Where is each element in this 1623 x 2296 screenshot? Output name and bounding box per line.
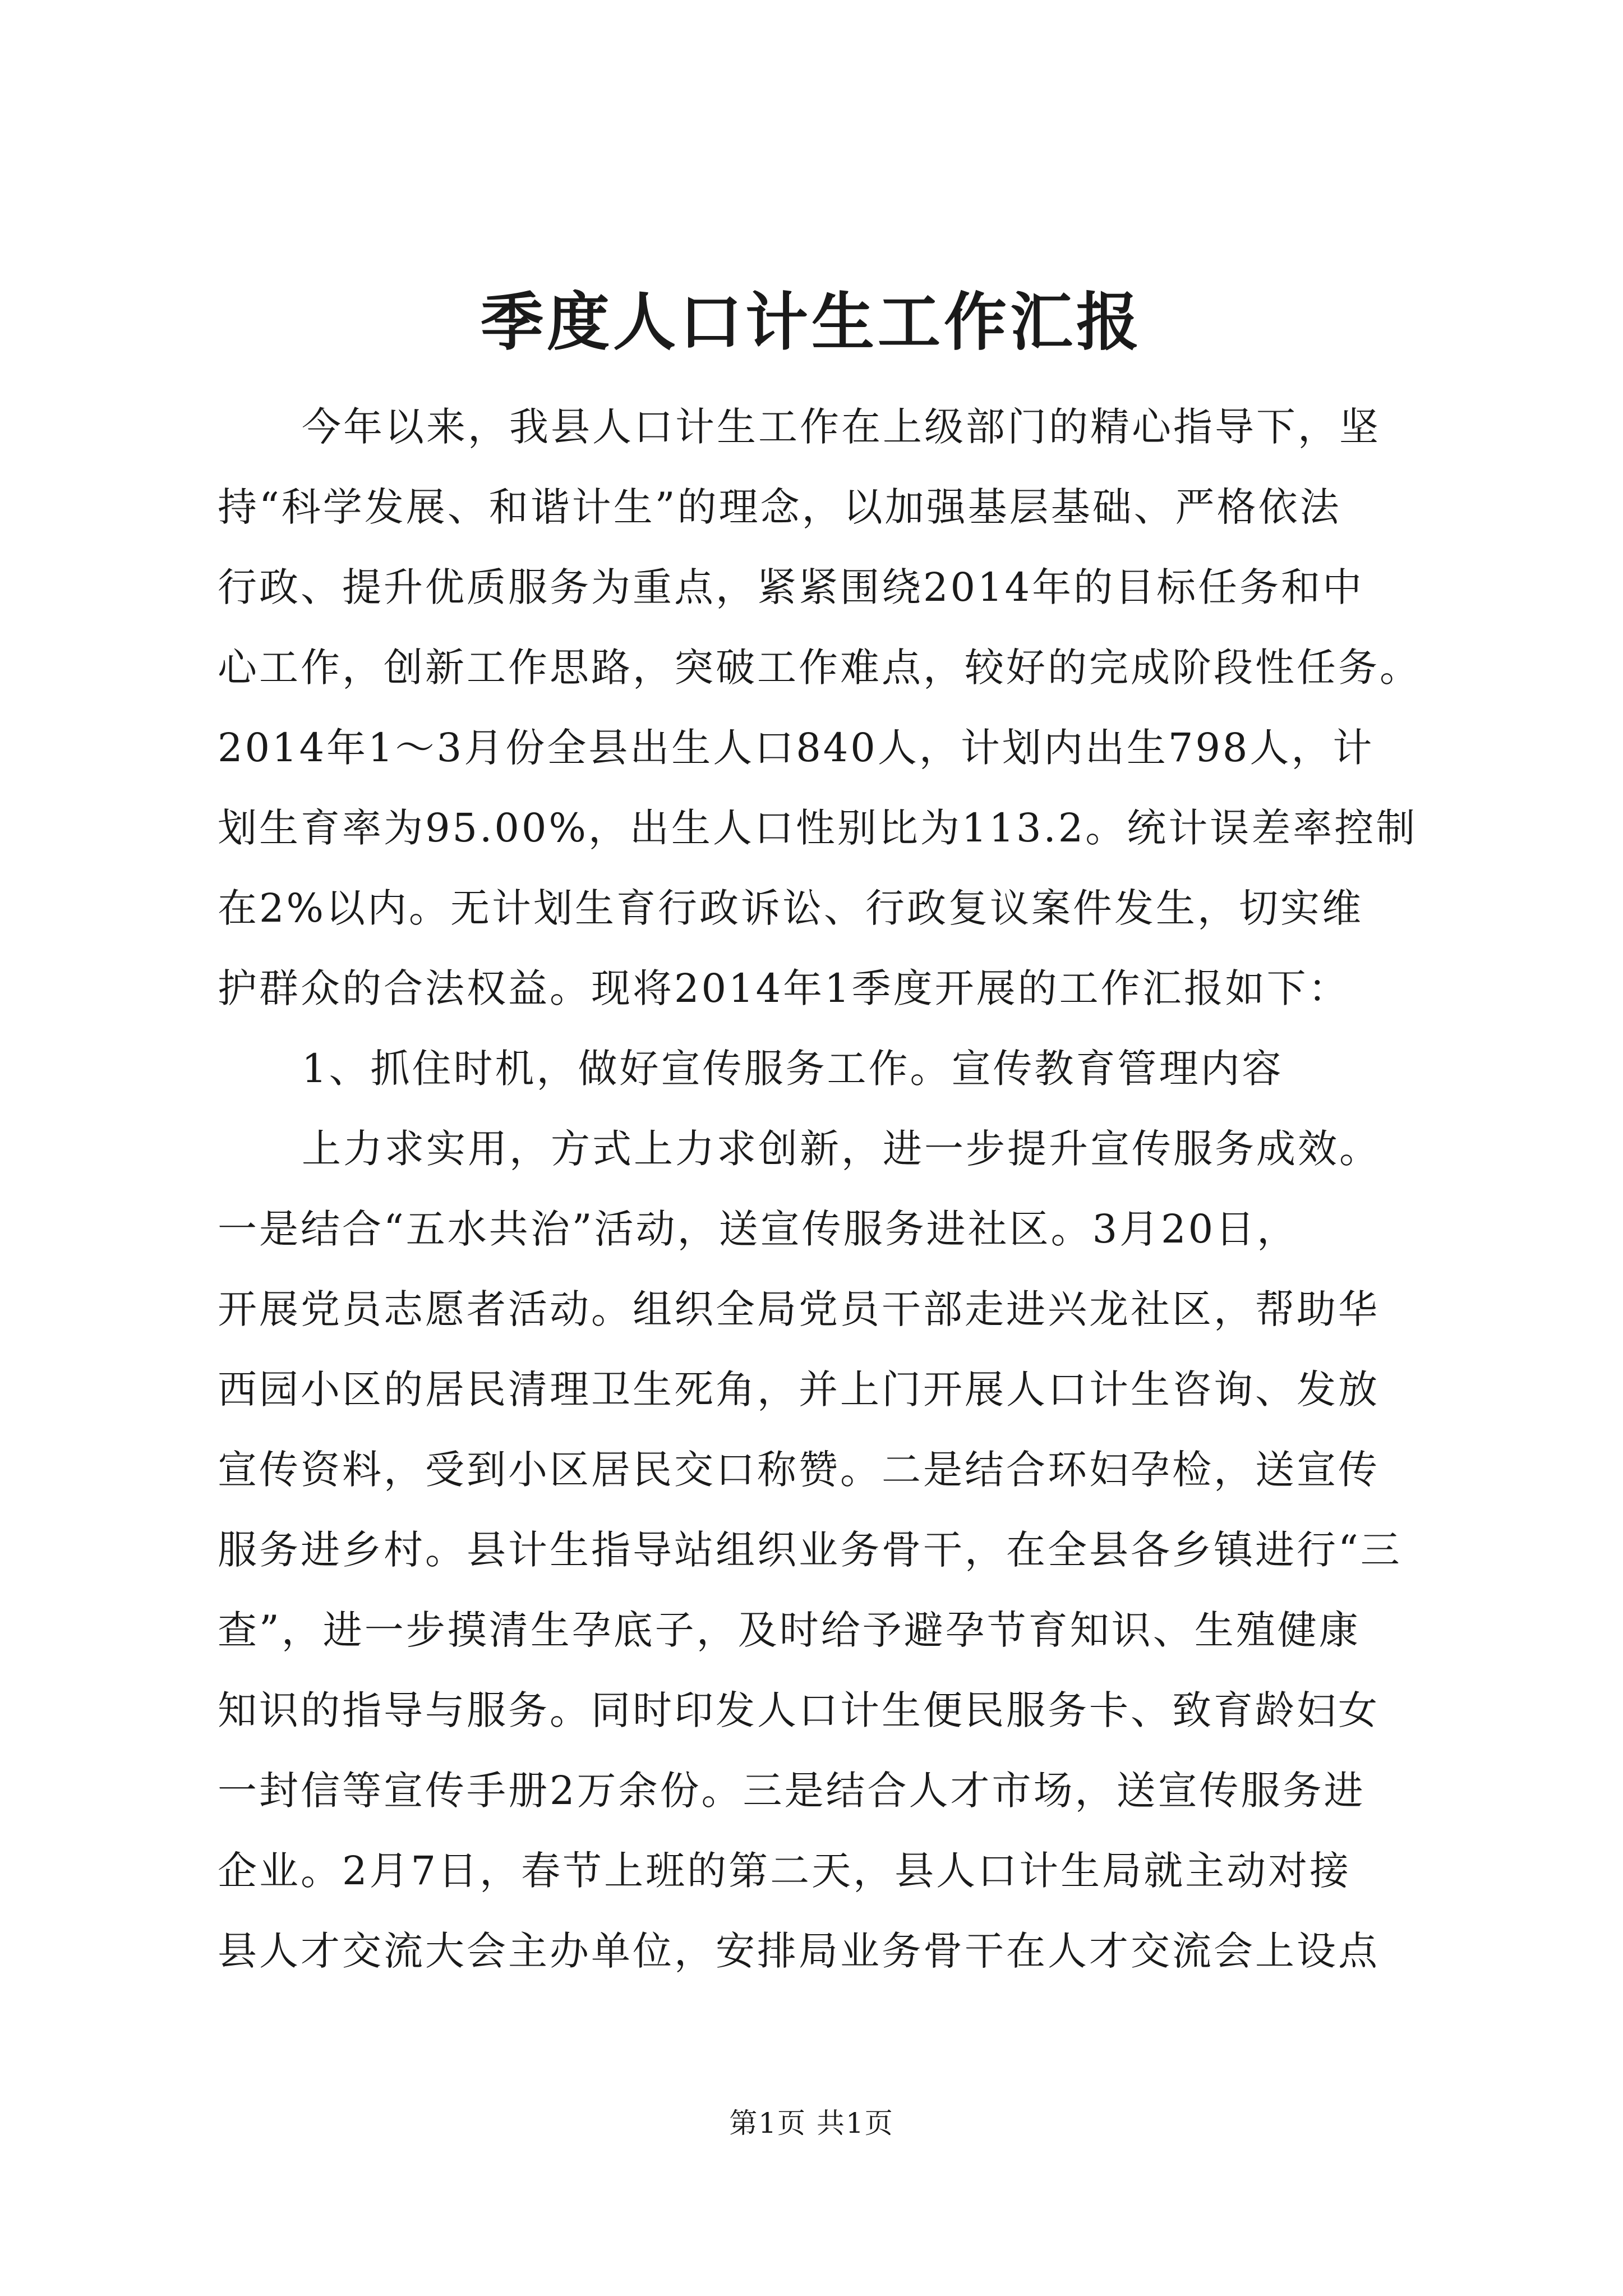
paragraph-line: 行政、提升优质服务为重点，紧紧围绕2014年的目标任务和中 [218, 564, 1364, 610]
page-footer: 第1页 共1页 [729, 2107, 894, 2139]
paragraph-line: 2014年1～3月份全县出生人口840人，计划内出生798人，计 [218, 725, 1375, 771]
paragraph-line: 企业。2月7日，春节上班的第二天，县人口计生局就主动对接 [218, 1848, 1352, 1894]
paragraph-line: 上力求实用，方式上力求创新，进一步提升宣传服务成效。 [302, 1126, 1381, 1172]
document-title: 季度人口计生工作汇报 [481, 286, 1142, 359]
paragraph-line: 护群众的合法权益。现将2014年1季度开展的工作汇报如下： [218, 965, 1350, 1011]
paragraph-line: 一封信等宣传手册2万余份。三是结合人才市场，送宣传服务进 [218, 1768, 1366, 1814]
paragraph-line: 今年以来，我县人口计生工作在上级部门的精心指导下，坚 [302, 404, 1381, 450]
paragraph-line: 在2%以内。无计划生育行政诉讼、行政复议案件发生，切实维 [218, 885, 1364, 931]
paragraph-line: 心工作，创新工作思路，突破工作难点，较好的完成阶段性任务。 [218, 645, 1421, 691]
paragraph-line: 宣传资料，受到小区居民交口称赞。二是结合环妇孕检，送宣传 [218, 1447, 1380, 1493]
paragraph-line: 一是结合“五水共治”活动，送宣传服务进社区。3月20日， [218, 1206, 1299, 1252]
paragraph-line: 西园小区的居民清理卫生死角，并上门开展人口计生咨询、发放 [218, 1366, 1380, 1412]
paragraph-line: 开展党员志愿者活动。组织全局党员干部走进兴龙社区，帮助华 [218, 1286, 1380, 1332]
document-body [218, 387, 1423, 1991]
paragraph-line: 知识的指导与服务。同时印发人口计生便民服务卡、致育龄妇女 [218, 1687, 1380, 1733]
paragraph-line: 查”，进一步摸清生孕底子，及时给予避孕节育知识、生殖健康 [218, 1607, 1361, 1653]
paragraph-line: 持“科学发展、和谐计生”的理念，以加强基层基础、严格依法 [218, 484, 1341, 530]
paragraph-line: 县人才交流大会主办单位，安排局业务骨干在人才交流会上设点 [218, 1928, 1380, 1974]
paragraph-line: 划生育率为95.00%，出生人口性别比为113.2。统计误差率控制 [218, 805, 1418, 851]
section-heading-line: 1、抓住时机，做好宣传服务工作。宣传教育管理内容 [302, 1046, 1284, 1092]
paragraph-line: 服务进乡村。县计生指导站组织业务骨干，在全县各乡镇进行“三 [218, 1527, 1402, 1573]
